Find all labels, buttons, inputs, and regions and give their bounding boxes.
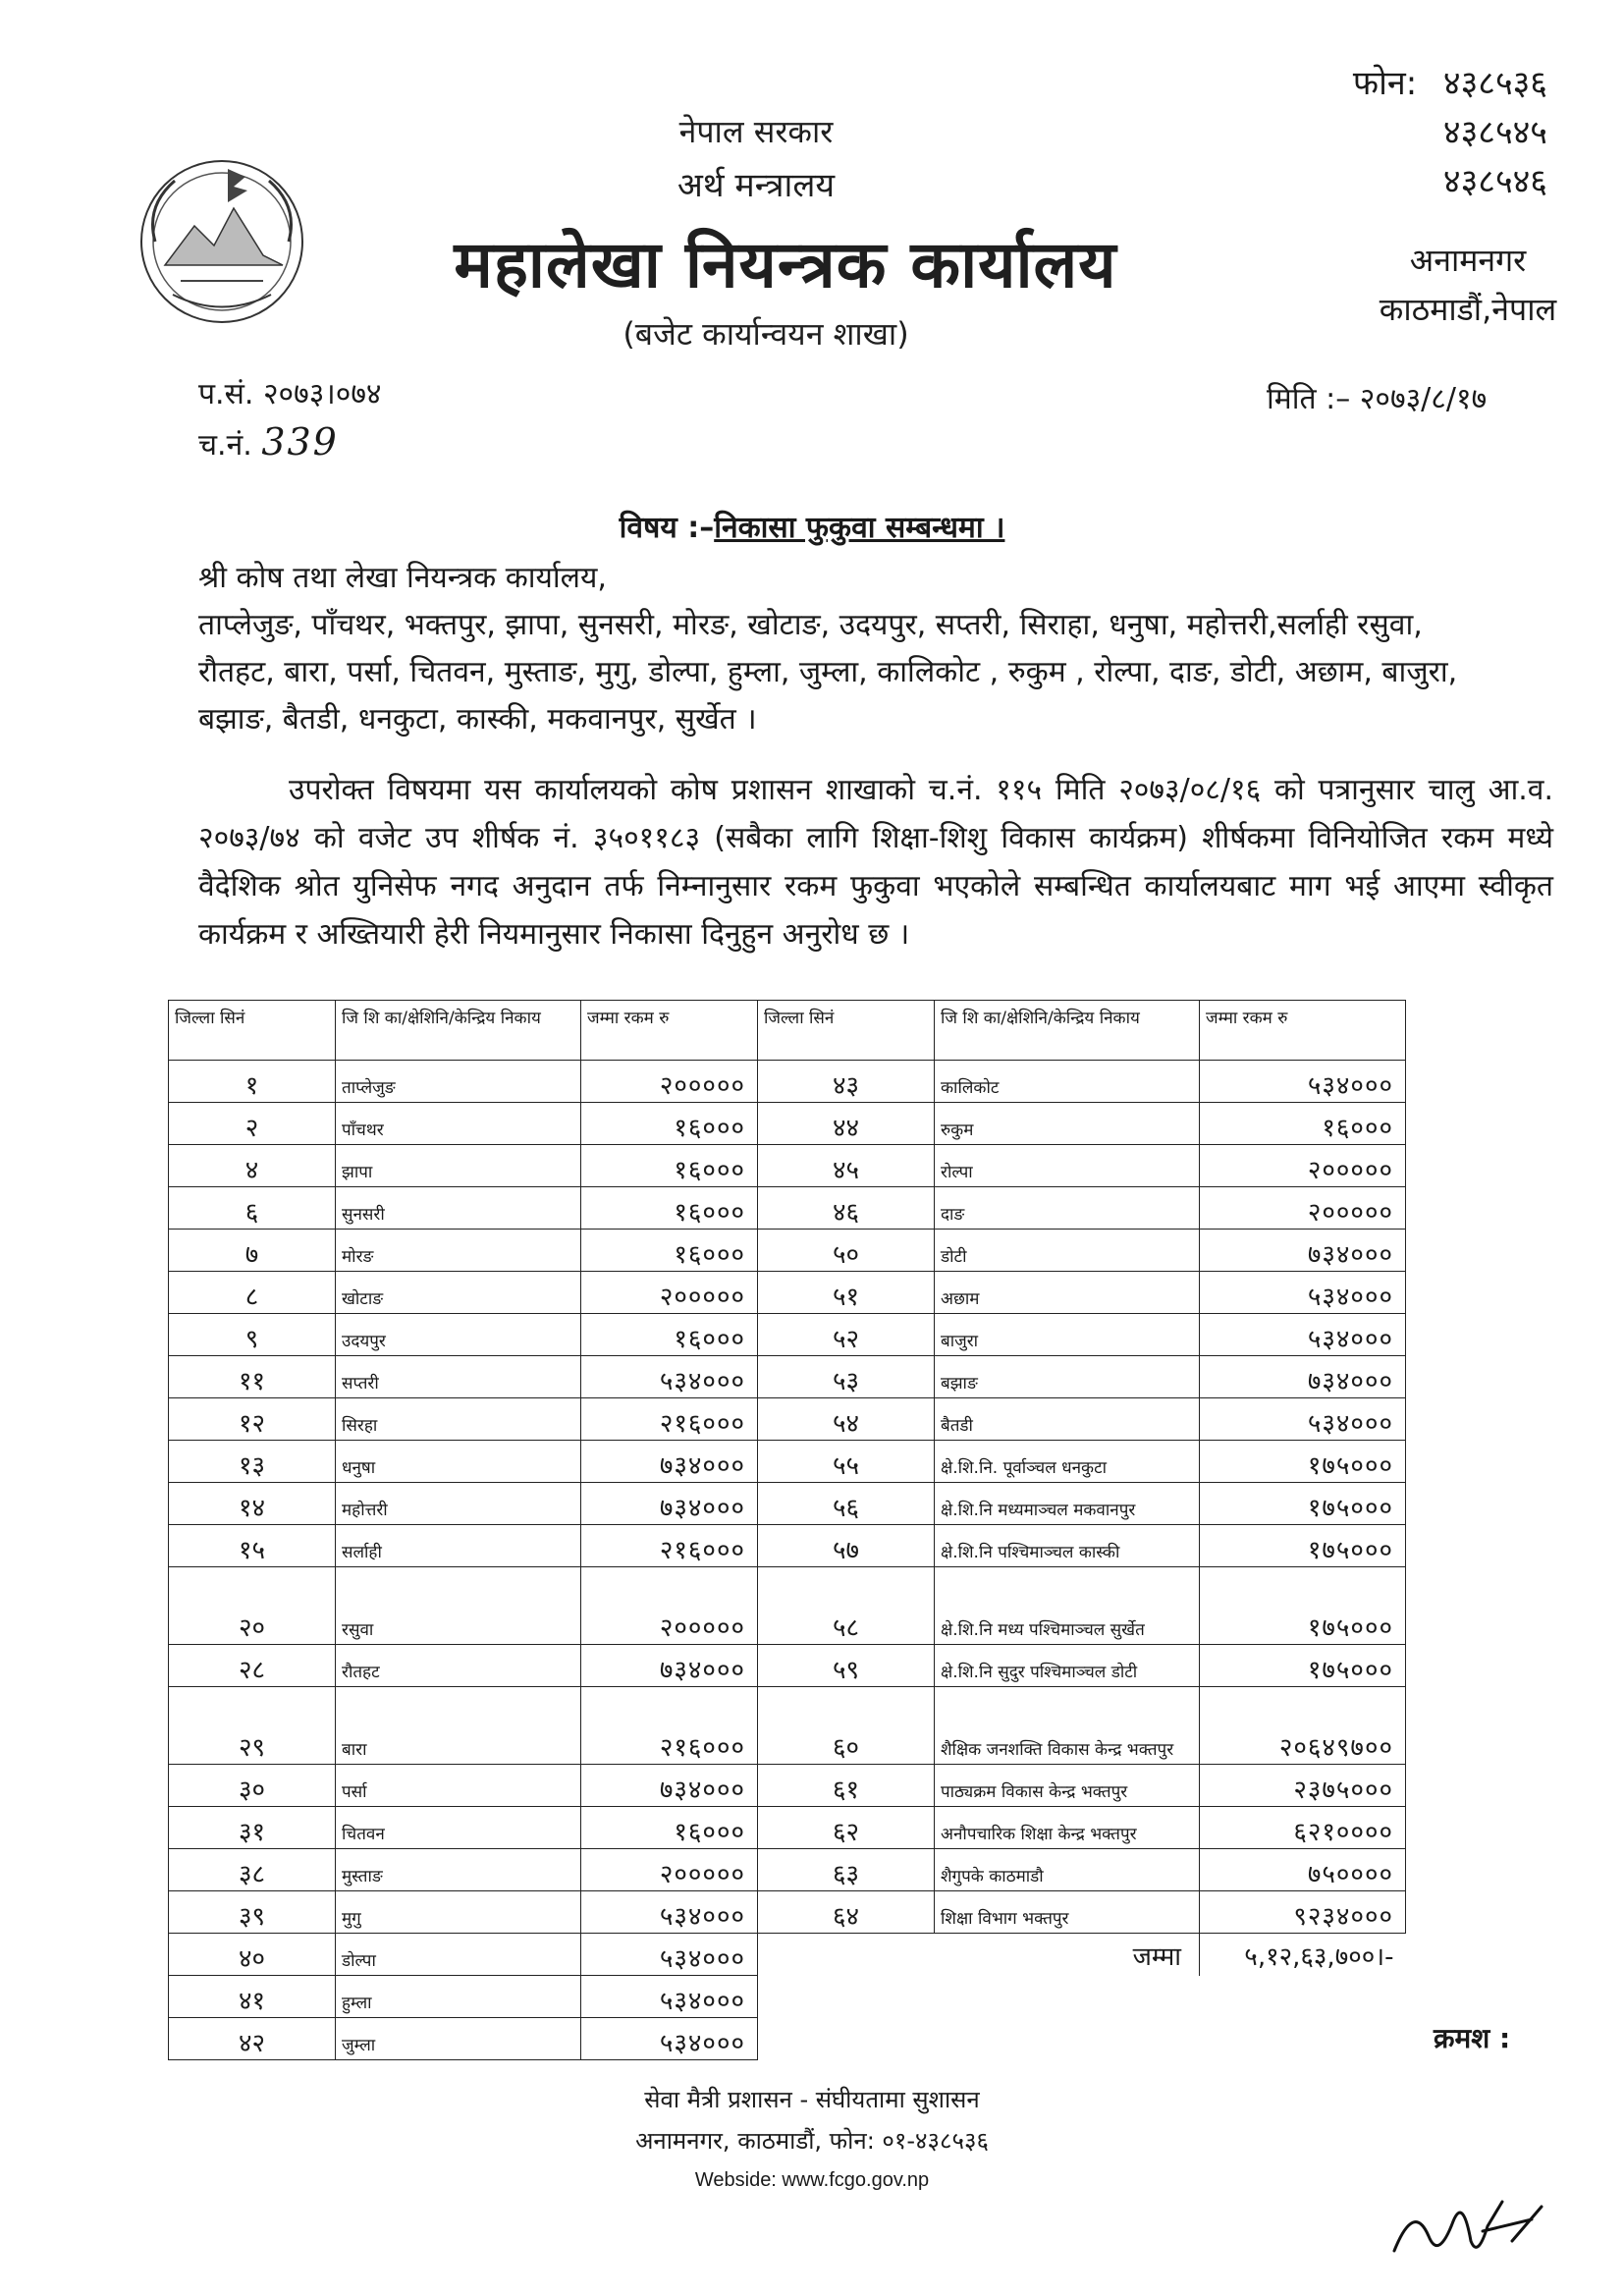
amount: १७५०००	[1200, 1441, 1406, 1483]
amount: २०००००	[581, 1272, 758, 1314]
amount: ५३४०००	[581, 2018, 758, 2060]
office-name: धनुषा	[336, 1441, 581, 1483]
office-name: क्षे.शि.नि सुदुर पश्चिमाञ्चल डोटी	[935, 1645, 1200, 1687]
office-name: सप्तरी	[336, 1356, 581, 1398]
office-name: कालिकोट	[935, 1061, 1200, 1103]
table-row	[169, 1567, 1406, 1645]
office-name: चितवन	[336, 1807, 581, 1849]
amount: १७५०००	[1200, 1567, 1406, 1645]
amount: २०००००	[581, 1061, 758, 1103]
blank-cell	[758, 2018, 1406, 2060]
amount: १६०००	[581, 1187, 758, 1230]
header-office: जि शि का/क्षेशिनि/केन्द्रिय निकाय	[935, 1001, 1200, 1061]
district-no: ४०	[169, 1934, 336, 1976]
table-row	[169, 1934, 1406, 1976]
district-no: १४	[169, 1483, 336, 1525]
amount: २३७५०००	[1200, 1765, 1406, 1807]
phone-number-1: ४३८५३६	[1442, 64, 1547, 103]
amount: ५३४०००	[581, 1356, 758, 1398]
office-name: रोल्पा	[935, 1145, 1200, 1187]
district-no: ६२	[758, 1807, 935, 1849]
district-no: ६	[169, 1187, 336, 1230]
amount: २०००००	[1200, 1187, 1406, 1230]
office-name: डोल्पा	[336, 1934, 581, 1976]
district-no: ६१	[758, 1765, 935, 1807]
office-name: बझाङ	[935, 1356, 1200, 1398]
amount: २०००००	[581, 1849, 758, 1891]
district-no: २	[169, 1103, 336, 1145]
amount: २०६४९७००	[1200, 1687, 1406, 1765]
table-row	[169, 1272, 1406, 1314]
office-name: सिरहा	[336, 1398, 581, 1441]
table-row	[169, 2018, 1406, 2060]
amount: १७५०००	[1200, 1483, 1406, 1525]
signature-icon	[1384, 2182, 1551, 2270]
footer-address: अनामनगर, काठमाडौं, फोन: ०१-४३८५३६	[635, 2127, 989, 2155]
amount: २०००००	[581, 1567, 758, 1645]
footer-website: Webside: www.fcgo.gov.np	[694, 2169, 930, 2191]
government-name: नेपाल सरकार	[678, 113, 834, 150]
subject-text: निकासा फुकुवा सम्बन्धमा ।	[714, 511, 1005, 545]
office-name: बैतडी	[935, 1398, 1200, 1441]
subject-label: विषय :–	[619, 511, 715, 545]
office-name: बारा	[336, 1687, 581, 1765]
ps-value: २०७३।०७४	[262, 377, 382, 411]
office-name: जुम्ला	[336, 2018, 581, 2060]
amount: ५३४०००	[1200, 1398, 1406, 1441]
district-no: ५९	[758, 1645, 935, 1687]
date-value: २०७३/८/१७	[1359, 382, 1488, 416]
district-no: १५	[169, 1525, 336, 1567]
district-no: ५४	[758, 1398, 935, 1441]
addressee-line-1: श्री कोष तथा लेखा नियन्त्रक कार्यालय,	[198, 561, 607, 595]
district-no: २८	[169, 1645, 336, 1687]
district-no: ४१	[169, 1976, 336, 2018]
office-name: रसुवा	[336, 1567, 581, 1645]
office-name: दाङ	[935, 1187, 1200, 1230]
office-name: सुनसरी	[336, 1187, 581, 1230]
address-line-1: अनामनगर	[1409, 242, 1527, 279]
district-no: ३९	[169, 1891, 336, 1934]
addressee-line-4: बझाङ, बैतडी, धनकुटा, कास्की, मकवानपुर, सुर्खेत ।	[198, 702, 757, 737]
district-no: ५५	[758, 1441, 935, 1483]
table-row	[169, 1356, 1406, 1398]
district-no: ५८	[758, 1567, 935, 1645]
district-no: ६४	[758, 1891, 935, 1934]
office-name: रुकुम	[935, 1103, 1200, 1145]
table-row	[169, 1398, 1406, 1441]
table-row	[169, 1314, 1406, 1356]
amount: २१६०००	[581, 1525, 758, 1567]
table-header-row	[169, 1001, 1406, 1061]
amount: ७३४०००	[581, 1765, 758, 1807]
amount: ६२१००००	[1200, 1807, 1406, 1849]
amount: १६०००	[1200, 1103, 1406, 1145]
district-no: ४६	[758, 1187, 935, 1230]
district-no: ६०	[758, 1687, 935, 1765]
table-row	[169, 1145, 1406, 1187]
amount: १६०००	[581, 1145, 758, 1187]
addressee-block	[198, 555, 1553, 743]
amount: ५३४०००	[1200, 1314, 1406, 1356]
district-no: ५३	[758, 1356, 935, 1398]
table-row	[169, 1187, 1406, 1230]
office-name: पाठ्यक्रम विकास केन्द्र भक्तपुर	[935, 1765, 1200, 1807]
body-text: उपरोक्त विषयमा यस कार्यालयको कोष प्रशासन शाखाको च.नं. ११५ मिति २०७३/०८/१६ को पत्रानुसार चालु आ.व. २०७३/७४ को वजेट उप शीर्षक नं. ३५०११८३ (सबैका लागि शिक्षा-शिशु विकास कार्यक्रम) शीर्षकमा विनियोजित रकम मध्ये वैदेशिक श्रोत युनिसेफ नगद अनुदान तर्फ निम्नानुसार रकम फुकुवा भएकोले सम्बन्धित कार्यालयबाट माग भई आएमा स्वीकृत कार्यक्रम र अख्तियारी हेरी नियमानुसार निकासा दिनुहुन अनुरोध छ ।	[198, 773, 1553, 952]
district-no: ३१	[169, 1807, 336, 1849]
office-name: उदयपुर	[336, 1314, 581, 1356]
district-no: ४४	[758, 1103, 935, 1145]
district-no: ५१	[758, 1272, 935, 1314]
office-name: मोरङ	[336, 1230, 581, 1272]
district-no: ३०	[169, 1765, 336, 1807]
office-name: पर्सा	[336, 1765, 581, 1807]
office-name: अनौपचारिक शिक्षा केन्द्र भक्तपुर	[935, 1807, 1200, 1849]
office-name: बाजुरा	[935, 1314, 1200, 1356]
district-no: १	[169, 1061, 336, 1103]
office-name: मुस्ताङ	[336, 1849, 581, 1891]
total-amount: ५,१२,६३,७००।-	[1244, 1942, 1394, 1972]
amount: १७५०००	[1200, 1525, 1406, 1567]
office-name: महोत्तरी	[336, 1483, 581, 1525]
office-name: रौतहट	[336, 1645, 581, 1687]
letter-date	[1267, 377, 1487, 417]
district-no: १३	[169, 1441, 336, 1483]
ps-label: प.सं.	[198, 377, 254, 411]
amount: ५३४०००	[581, 1934, 758, 1976]
amount: १६०००	[581, 1230, 758, 1272]
district-no: ५७	[758, 1525, 935, 1567]
district-no: ११	[169, 1356, 336, 1398]
reference-block	[198, 371, 382, 469]
district-no: ४	[169, 1145, 336, 1187]
office-name: झापा	[336, 1145, 581, 1187]
district-no: ६३	[758, 1849, 935, 1891]
office-name: क्षे.शि.नि. पूर्वाञ्चल धनकुटा	[935, 1441, 1200, 1483]
office-name: ताप्लेजुङ	[336, 1061, 581, 1103]
amount: ७५००००	[1200, 1849, 1406, 1891]
amount: १६०००	[581, 1103, 758, 1145]
district-no: ४३	[758, 1061, 935, 1103]
office-name: क्षे.शि.नि पश्चिमाञ्चल कास्की	[935, 1525, 1200, 1567]
table-row	[169, 1103, 1406, 1145]
district-no: १२	[169, 1398, 336, 1441]
table-row	[169, 1976, 1406, 2018]
amount: २१६०००	[581, 1398, 758, 1441]
blank-cell	[758, 1976, 1406, 2018]
amount: ५३४०००	[1200, 1272, 1406, 1314]
amount: ५३४०००	[581, 1976, 758, 2018]
amount: ७३४०००	[581, 1441, 758, 1483]
header-district-no: जिल्ला सिनं	[169, 1001, 336, 1061]
body-paragraph	[198, 766, 1553, 958]
office-name: पाँचथर	[336, 1103, 581, 1145]
amount: ७३४०००	[581, 1645, 758, 1687]
table-row	[169, 1061, 1406, 1103]
table-row	[169, 1483, 1406, 1525]
office-name: क्षे.शि.नि मध्यमाञ्चल मकवानपुर	[935, 1483, 1200, 1525]
addressee-line-2: ताप्लेजुङ, पाँचथर, भक्तपुर, झापा, सुनसरी, मोरङ, खोटाङ, उदयपुर, सप्तरी, सिराहा, धनुषा, महोत्तरी,सर्लाही रसुवा,	[198, 608, 1423, 642]
header-amount: जम्मा रकम रु	[1200, 1001, 1406, 1061]
amount: २०००००	[1200, 1145, 1406, 1187]
amount: १७५०००	[1200, 1645, 1406, 1687]
amount: ७३४०००	[581, 1483, 758, 1525]
district-no: ९	[169, 1314, 336, 1356]
amount: ९२३४०००	[1200, 1891, 1406, 1934]
amount: ५३४०००	[1200, 1061, 1406, 1103]
branch-name: (बजेट कार्यान्वयन शाखा)	[623, 315, 909, 353]
office-name: शैगुपके काठमाडौ	[935, 1849, 1200, 1891]
district-no: ५६	[758, 1483, 935, 1525]
office-name: डोटी	[935, 1230, 1200, 1272]
nepal-emblem-icon	[126, 147, 318, 326]
district-no: ५२	[758, 1314, 935, 1356]
header-district-no: जिल्ला सिनं	[758, 1001, 935, 1061]
table-row	[169, 1687, 1406, 1765]
header-office: जि शि का/क्षेशिनि/केन्द्रिय निकाय	[336, 1001, 581, 1061]
address-line-2: काठमाडौं,नेपाल	[1379, 291, 1557, 328]
office-name: शिक्षा विभाग भक्तपुर	[935, 1891, 1200, 1934]
date-label: मिति :–	[1267, 382, 1351, 416]
phone-number-3: ४३८५४६	[1442, 162, 1547, 201]
phone-label: फोन:	[1352, 64, 1418, 103]
total-label: जम्मा	[758, 1934, 1200, 1976]
office-name: खोटाङ	[336, 1272, 581, 1314]
footer-slogan: सेवा मैत्री प्रशासन - संघीयतामा सुशासन	[644, 2086, 980, 2113]
district-no: ७	[169, 1230, 336, 1272]
table-row	[169, 1807, 1406, 1849]
header-amount: जम्मा रकम रु	[581, 1001, 758, 1061]
office-name: अछाम	[935, 1272, 1200, 1314]
table-row	[169, 1645, 1406, 1687]
amount: १६०००	[581, 1807, 758, 1849]
cn-label: च.नं.	[198, 428, 252, 463]
amount: १६०००	[581, 1314, 758, 1356]
district-no: ३८	[169, 1849, 336, 1891]
ministry-name: अर्थ मन्त्रालय	[677, 166, 836, 205]
office-title: महालेखा नियन्त्रक कार्यालय	[454, 227, 1117, 302]
district-no: २०	[169, 1567, 336, 1645]
cn-value: 339	[261, 420, 339, 464]
table-row	[169, 1230, 1406, 1272]
district-no: २९	[169, 1687, 336, 1765]
office-name: सर्लाही	[336, 1525, 581, 1567]
phone-number-2: ४३८५४५	[1442, 113, 1547, 152]
office-name: शैक्षिक जनशक्ति विकास केन्द्र भक्तपुर	[935, 1687, 1200, 1765]
table-row	[169, 1525, 1406, 1567]
amount: ५३४०००	[581, 1891, 758, 1934]
amount: २१६०००	[581, 1687, 758, 1765]
table-row	[169, 1849, 1406, 1891]
office-name: क्षे.शि.नि मध्य पश्चिमाञ्चल सुर्खेत	[935, 1567, 1200, 1645]
office-address	[1355, 236, 1581, 334]
allocation-table	[168, 1000, 1406, 2060]
table-row	[169, 1441, 1406, 1483]
table-row	[169, 1891, 1406, 1934]
district-no: ४५	[758, 1145, 935, 1187]
amount: ७३४०००	[1200, 1356, 1406, 1398]
addressee-line-3: रौतहट, बारा, पर्सा, चितवन, मुस्ताङ, मुगु, डोल्पा, हुम्ला, जुम्ला, कालिकोट , रुकुम , रोल्पा, दाङ, डोटी, अछाम, बाजुरा,	[198, 655, 1458, 689]
district-no: ५०	[758, 1230, 935, 1272]
district-no: ८	[169, 1272, 336, 1314]
subject-line	[0, 506, 1624, 546]
phone-block	[1353, 59, 1547, 206]
table-row	[169, 1765, 1406, 1807]
district-no: ४२	[169, 2018, 336, 2060]
continued-label: क्रमश :	[1434, 2022, 1511, 2054]
office-name: हुम्ला	[336, 1976, 581, 2018]
amount: ७३४०००	[1200, 1230, 1406, 1272]
office-name: मुगु	[336, 1891, 581, 1934]
